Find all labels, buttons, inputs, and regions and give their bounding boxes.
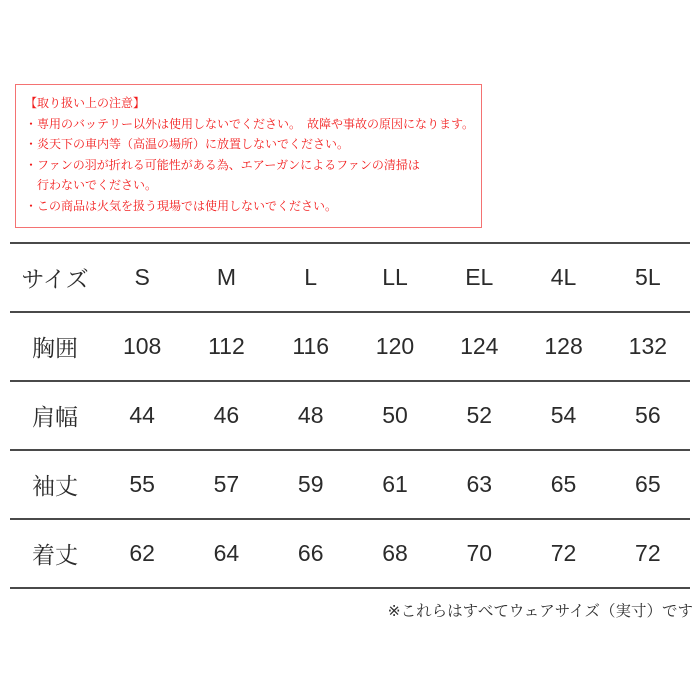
size-column-header: EL xyxy=(465,264,494,290)
size-value: 57 xyxy=(213,471,240,497)
size-table-header xyxy=(10,243,690,312)
size-value: 65 xyxy=(635,471,661,497)
notice-line: ・炎天下の車内等（高温の場所）に放置しないでください。 xyxy=(25,137,350,152)
size-value: 132 xyxy=(628,333,668,359)
size-value: 56 xyxy=(635,402,661,428)
size-value: 61 xyxy=(382,471,408,497)
notice-line: ・ファンの羽が折れる可能性がある為、エアーガンによるファンの清掃は xyxy=(25,157,420,172)
size-value: 48 xyxy=(297,402,324,428)
size-value: 46 xyxy=(213,402,240,428)
size-value: 116 xyxy=(292,333,330,359)
size-column-header: L xyxy=(304,264,318,290)
size-value: 50 xyxy=(382,402,408,428)
size-table-body xyxy=(10,312,690,588)
size-column-header: 5L xyxy=(635,264,661,290)
size-value: 59 xyxy=(297,471,324,497)
table-row xyxy=(10,450,690,519)
size-column-header: M xyxy=(216,264,236,290)
size-value: 128 xyxy=(544,333,583,359)
size-table xyxy=(10,242,690,589)
size-value: 108 xyxy=(122,333,162,359)
notice-lines xyxy=(25,114,475,217)
notice-line: 行わないでください。 xyxy=(25,178,158,193)
notice-title: 【取り扱い上の注意】 xyxy=(25,96,146,110)
size-corner-label: サイズ xyxy=(21,266,89,292)
size-column-header: 4L xyxy=(550,264,577,290)
notice-line: ・専用のバッテリー以外は使用しないでください。 故障や事故の原因になります。 xyxy=(25,116,475,131)
table-row xyxy=(10,519,690,588)
size-value: 70 xyxy=(466,540,493,566)
notice-line: ・この商品は火気を扱う現場では使用しないでください。 xyxy=(25,198,338,213)
row-label: 肩幅 xyxy=(32,404,78,430)
size-value: 65 xyxy=(550,471,577,497)
size-value: 55 xyxy=(129,471,155,497)
table-row xyxy=(10,312,690,381)
wear-size-footnote: ※これらはすべてウェアサイズ（実寸）です xyxy=(387,603,693,620)
handling-notice-box xyxy=(15,84,482,228)
size-value: 63 xyxy=(466,471,493,497)
size-value: 72 xyxy=(550,540,577,566)
table-row xyxy=(10,381,690,450)
row-label: 袖丈 xyxy=(32,473,78,499)
size-value: 52 xyxy=(466,402,493,428)
size-value: 120 xyxy=(375,333,415,359)
row-label: 着丈 xyxy=(32,542,78,568)
size-value: 72 xyxy=(635,540,661,566)
size-column-header: S xyxy=(134,264,150,290)
size-value: 68 xyxy=(382,540,408,566)
size-value: 64 xyxy=(213,540,240,566)
size-value: 66 xyxy=(297,540,324,566)
size-header-row xyxy=(10,243,690,312)
size-value: 62 xyxy=(129,540,155,566)
size-value: 54 xyxy=(550,402,577,428)
size-column-header: LL xyxy=(382,264,408,290)
size-value: 44 xyxy=(129,402,155,428)
size-value: 112 xyxy=(208,333,245,359)
row-label: 胸囲 xyxy=(32,335,78,361)
size-value: 124 xyxy=(460,333,499,359)
